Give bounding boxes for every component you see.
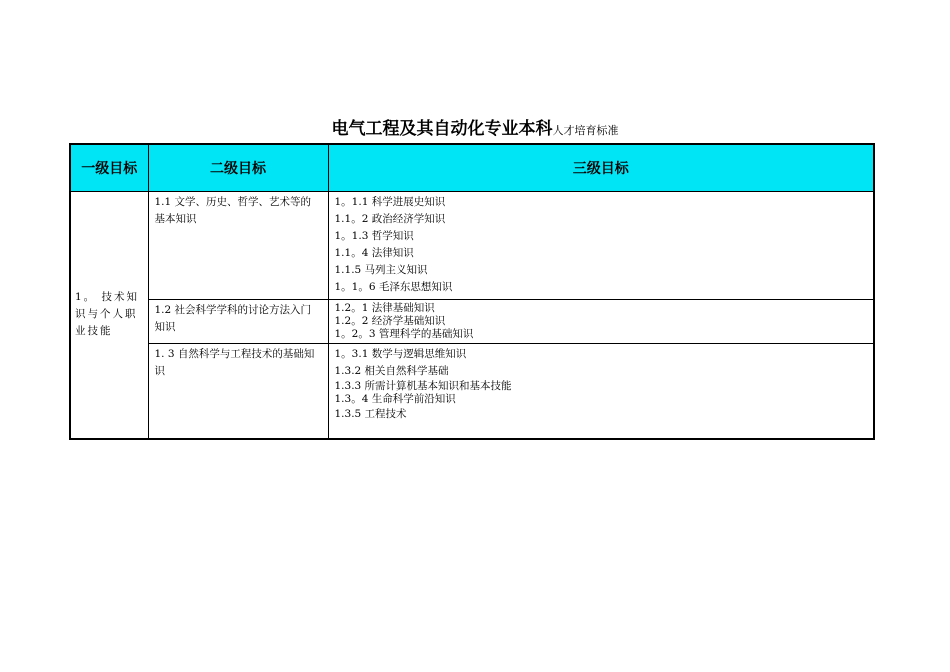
level1-cell: 1。 技术知识与个人职业技能 [70,192,148,439]
level2-cell: 1. 3 自然科学与工程技术的基础知识 [148,344,328,439]
level3-item: 1.3.5 工程技术 [334,408,407,420]
level2-cell: 1.2 社会科学学科的讨论方法入门知识 [148,300,328,344]
header-level2: 二级目标 [148,144,328,192]
level3-item: 1.1。2 政治经济学知识 [334,213,446,225]
document-title [0,114,950,139]
table-row [70,344,874,439]
level3-item: 1.3.2 相关自然科学基础 [334,365,449,377]
table-row [70,192,874,300]
level3-cell [328,344,874,439]
level3-item: 1。1。6 毛泽东思想知识 [334,281,453,293]
level3-cell [328,192,874,300]
level3-item: 1.3.3 所需计算机基本知识和基本技能 [334,380,512,392]
level3-item: 1.1.5 马列主义知识 [334,264,428,276]
header-level1: 一级目标 [70,144,148,192]
level2-cell: 1.1 文学、历史、哲学、艺术等的基本知识 [148,192,328,300]
header-row [70,144,874,192]
level3-item: 1。2。3 管理科学的基础知识 [334,328,474,340]
header-level3: 三级目标 [328,144,874,192]
level3-item: 1.2。2 经济学基础知识 [334,315,446,327]
table-row [70,300,874,344]
level3-item: 1.1。4 法律知识 [334,247,414,259]
level3-cell [328,300,874,344]
level3-item: 1.2。1 法律基础知识 [334,302,435,314]
level3-item: 1。3.1 数学与逻辑思维知识 [334,348,467,360]
title-sub: 人才培育标准 [552,124,619,137]
level3-item: 1.3。4 生命科学前沿知识 [334,393,456,405]
level3-item: 1。1.3 哲学知识 [334,230,414,242]
title-main: 电气工程及其自动化专业本科 [331,119,553,139]
goals-table [69,143,875,440]
level3-item: 1。1.1 科学进展史知识 [334,196,446,208]
